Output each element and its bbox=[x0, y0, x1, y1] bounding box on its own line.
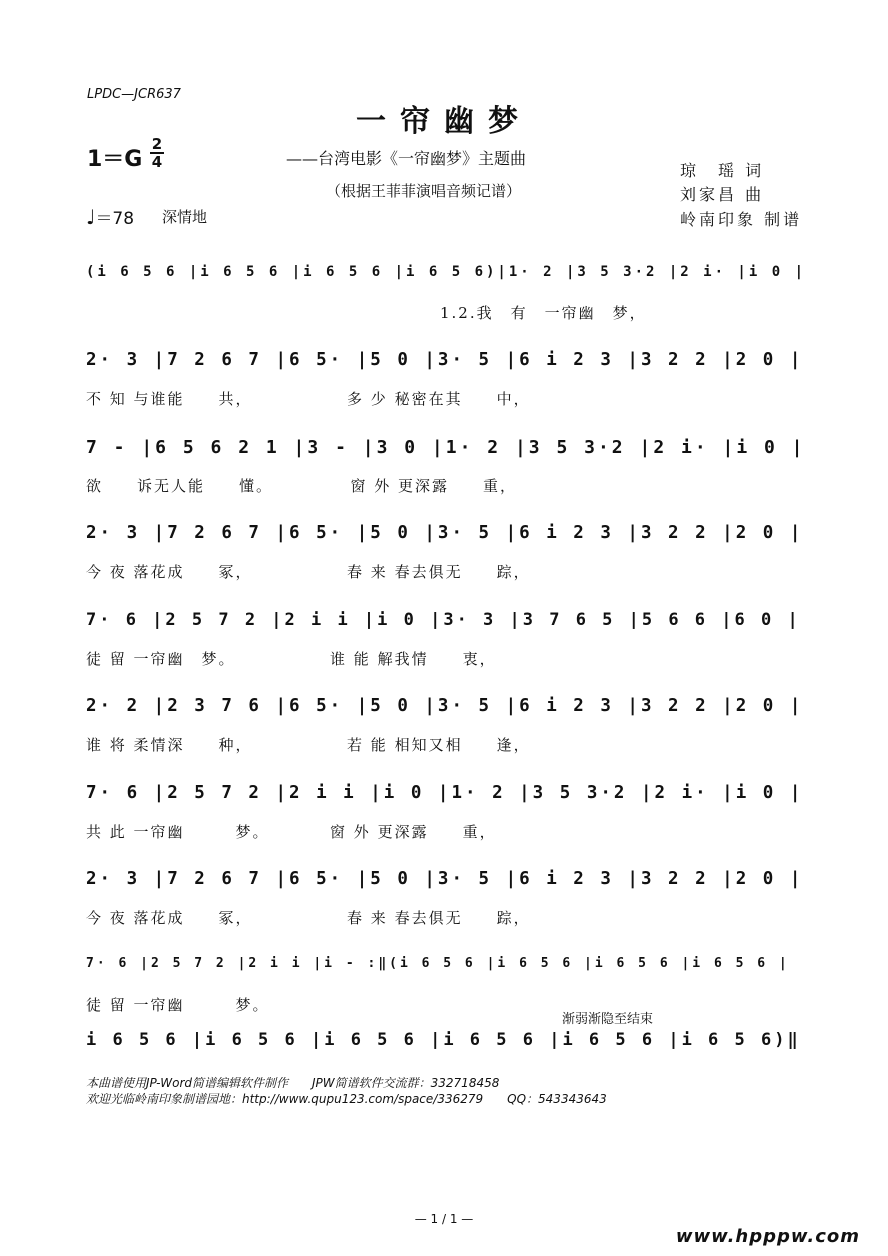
notation: 7· 6 |2 5 7 2 |2 i i |i 0 |1· 2 |3 5 3·2 |2 i· |i 0 | bbox=[86, 783, 804, 803]
notation: 7· 6 |2 5 7 2 |2 i i |i - :‖(i 6 5 6 |i 6 5 6 |i 6 5 6 |i 6 5 6 | bbox=[86, 956, 790, 971]
lyric-line-2: 不 知 与谁能 共， 多 少 秘密在其 中， bbox=[86, 390, 531, 408]
staff-line-3 bbox=[86, 437, 808, 467]
staff-line-5 bbox=[86, 610, 808, 640]
lyric-line-8: 今 夜 落花成 冢， 春 来 春去俱无 踪， bbox=[86, 909, 531, 927]
quarter-note-icon: ♩ bbox=[86, 205, 96, 229]
expression-marking: 深情地 bbox=[162, 208, 208, 226]
page-title: 一帘幽梦 bbox=[356, 104, 532, 139]
notation: 2· 3 |7 2 6 7 |6 5· |5 0 |3· 5 |6 i 2 3 |3 2 2 |2 0 | bbox=[86, 523, 804, 543]
footer-line-2: 欢迎光临岭南印象制谱园地：http://www.qupu123.com/space/336279 QQ：543343643 bbox=[86, 1092, 607, 1106]
staff-line-9 bbox=[86, 956, 808, 986]
notation: 2· 3 |7 2 6 7 |6 5· |5 0 |3· 5 |6 i 2 3 |3 2 2 |2 0 | bbox=[86, 350, 804, 370]
composer-credit: 刘家昌 曲 bbox=[680, 185, 765, 204]
arranger-credit: 岭南印象 制谱 bbox=[680, 210, 803, 229]
staff-line-7 bbox=[86, 783, 808, 813]
notation: 7· 6 |2 5 7 2 |2 i i |i 0 |3· 3 |3 7 6 5 |5 6 6 |6 0 | bbox=[86, 610, 801, 630]
staff-line-6 bbox=[86, 696, 808, 726]
subtitle: ——台湾电影《一帘幽梦》主题曲 bbox=[286, 149, 527, 168]
lyric-line-7: 共 此 一帘幽 梦。 窗 外 更深露 重， bbox=[86, 823, 497, 841]
tempo-value: ＝78 bbox=[95, 209, 135, 229]
staff-line-8 bbox=[86, 869, 808, 899]
notation: 2· 2 |2 3 7 6 |6 5· |5 0 |3· 5 |6 i 2 3 |3 2 2 |2 0 | bbox=[86, 696, 804, 716]
time-signature-bottom: 4 bbox=[151, 153, 163, 171]
key-signature: 1＝G bbox=[87, 147, 143, 172]
time-signature-top: 2 bbox=[151, 135, 163, 153]
site-watermark: www.hpppw.com bbox=[675, 1226, 860, 1247]
lyric-line-4: 今 夜 落花成 冢， 春 来 春去俱无 踪， bbox=[86, 563, 531, 581]
staff-line-1 bbox=[86, 264, 808, 294]
lyricist-credit: 琼 瑶 词 bbox=[680, 161, 765, 180]
notation: (i 6 5 6 |i 6 5 6 |i 6 5 6 |i 6 5 6)|1· 2 |3 5 3·2 |2 i· |i 0 | bbox=[86, 264, 807, 280]
dynamics-marking: 渐弱渐隐至结束 bbox=[562, 1012, 654, 1027]
time-signature bbox=[150, 136, 164, 170]
notation: 2· 3 |7 2 6 7 |6 5· |5 0 |3· 5 |6 i 2 3 |3 2 2 |2 0 | bbox=[86, 869, 804, 889]
staff-line-10 bbox=[86, 1030, 808, 1060]
page-number: — 1 / 1 — bbox=[414, 1212, 474, 1226]
lyric-line-1: 1.2.我 有 一帘幽 梦， bbox=[440, 304, 647, 322]
score-code: LPDC—JCR637 bbox=[87, 87, 181, 102]
tempo-marking bbox=[86, 204, 134, 229]
lyric-line-6: 谁 将 柔情深 种， 若 能 相知又相 逢， bbox=[86, 736, 531, 754]
source-note: （根据王菲菲演唱音频记谱） bbox=[326, 182, 522, 200]
notation: 7 - |6 5 6 2 1 |3 - |3 0 |1· 2 |3 5 3·2 |2 i· |i 0 | bbox=[86, 437, 806, 458]
staff-line-4 bbox=[86, 523, 808, 553]
notation: i 6 5 6 |i 6 5 6 |i 6 5 6 |i 6 5 6 |i 6 5 6 |i 6 5 6)‖ bbox=[86, 1030, 801, 1050]
lyric-line-9: 徒 留 一帘幽 梦。 bbox=[86, 996, 270, 1014]
footer-line-1: 本曲谱使用JP-Word简谱编辑软件制作 JPW简谱软件交流群：332718458 bbox=[86, 1076, 500, 1090]
lyric-line-5: 徒 留 一帘幽 梦。 谁 能 解我情 衷， bbox=[86, 650, 497, 668]
lyric-line-3: 欲 诉无人能 懂。 窗 外 更深露 重， bbox=[86, 477, 518, 495]
staff-line-2 bbox=[86, 350, 808, 380]
